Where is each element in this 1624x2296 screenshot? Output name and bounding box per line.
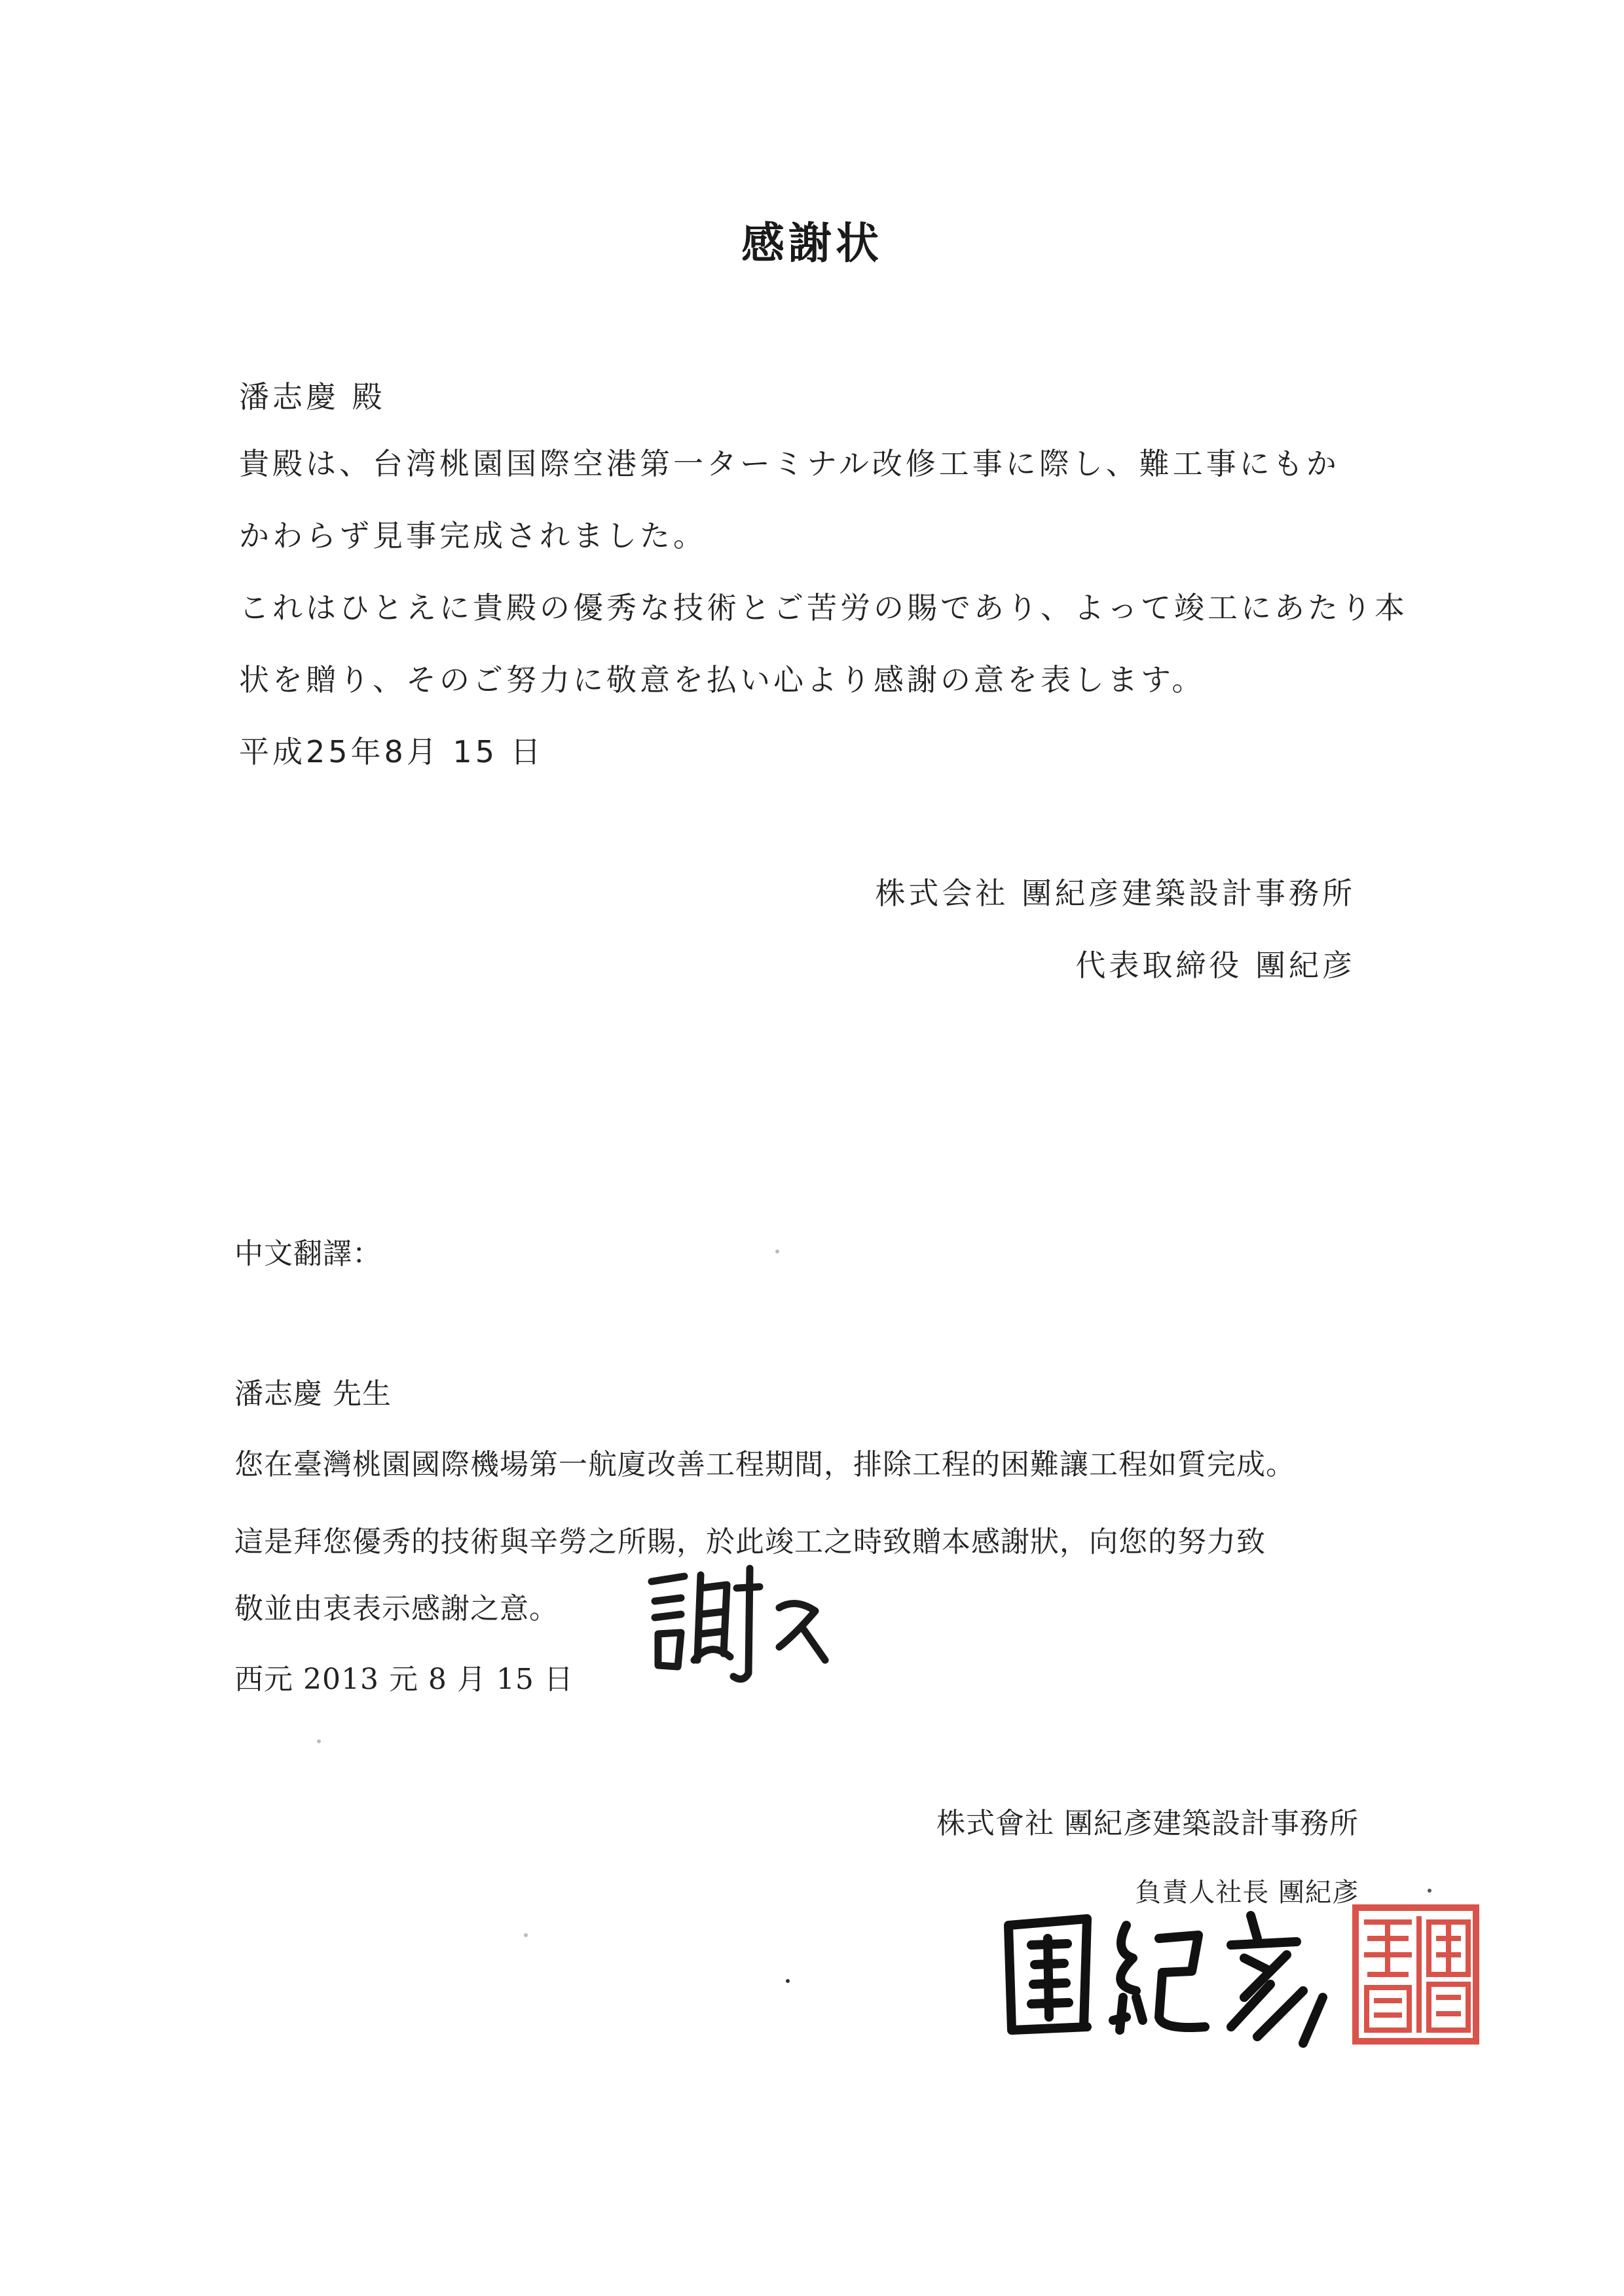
handwritten-signature bbox=[995, 1899, 1362, 2050]
handwritten-thanks bbox=[638, 1562, 835, 1693]
jp-body-line-4: 状を贈り、そのご努力に敬意を払い心より感謝の意を表します。 bbox=[239, 662, 1206, 697]
scan-speck bbox=[317, 1739, 321, 1743]
company-seal bbox=[1350, 1902, 1481, 2046]
zh-body-line-1: 您在臺灣桃園國際機場第一航廈改善工程期間，排除工程的困難讓工程如質完成。 bbox=[234, 1448, 1295, 1481]
zh-representative: 負責人社長 團紀彥 bbox=[1135, 1878, 1359, 1908]
zh-company: 株式會社 團紀彥建築設計事務所 bbox=[936, 1807, 1359, 1840]
page-title: 感謝状 bbox=[741, 217, 883, 268]
scan-speck bbox=[524, 1933, 528, 1937]
jp-body-line-3: これはひとえに貴殿の優秀な技術とご苦労の賜であり、よって竣工にあたり本 bbox=[239, 590, 1408, 625]
zh-heading: 中文翻譯： bbox=[234, 1237, 382, 1270]
scan-speck bbox=[1428, 1889, 1431, 1893]
scan-speck bbox=[775, 1250, 779, 1253]
jp-company: 株式会社 團紀彦建築設計事務所 bbox=[875, 876, 1356, 911]
zh-addressee: 潘志慶 先生 bbox=[234, 1377, 392, 1411]
jp-body-line-2: かわらず見事完成されました。 bbox=[239, 518, 707, 553]
zh-body-line-3: 敬並由衷表示感謝之意。 bbox=[234, 1592, 559, 1625]
zh-date: 西元 2013 元 8 月 15 日 bbox=[234, 1663, 574, 1696]
jp-representative: 代表取締役 團紀彦 bbox=[1075, 948, 1356, 983]
zh-body-line-2: 這是拜您優秀的技術與辛勞之所賜，於此竣工之時致贈本感謝狀，向您的努力致 bbox=[234, 1525, 1266, 1559]
jp-body-line-1: 貴殿は、台湾桃園国際空港第一ターミナル改修工事に際し、難工事にもか bbox=[239, 446, 1340, 481]
scan-speck bbox=[786, 1979, 790, 1983]
jp-date: 平成25年8月 15 日 bbox=[239, 734, 544, 769]
jp-addressee: 潘志慶 殿 bbox=[239, 379, 386, 415]
